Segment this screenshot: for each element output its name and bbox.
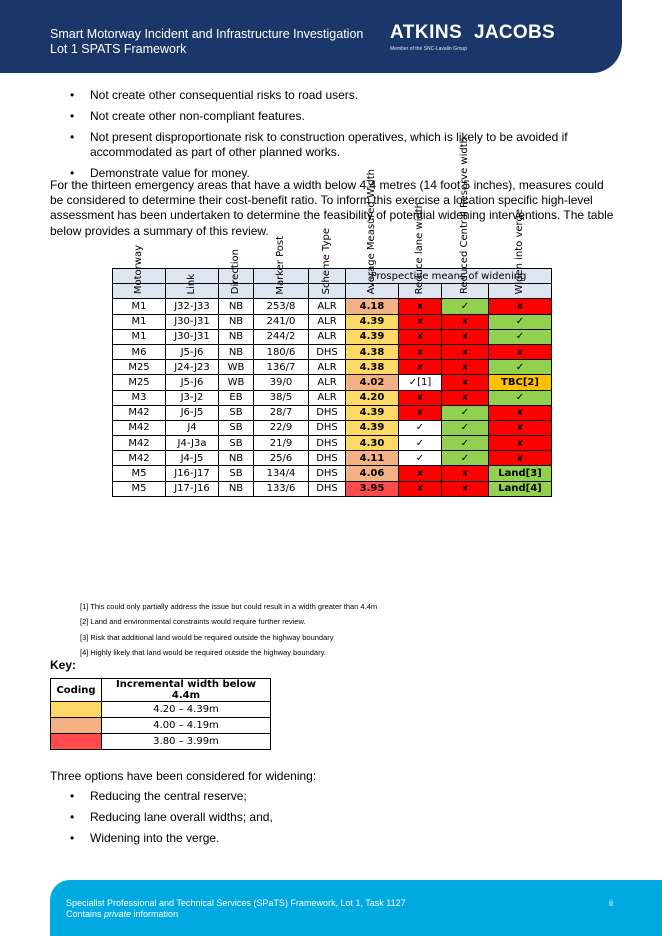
table-cell: NB: [219, 481, 254, 496]
table-cell: ✘: [442, 375, 489, 390]
table-cell: NB: [219, 299, 254, 314]
page-number: ii: [609, 898, 613, 908]
table-cell: ALR: [309, 360, 346, 375]
table-cell: SB: [219, 420, 254, 435]
column-header: [166, 273, 219, 299]
list-item: • Not present disproportionate risk to construction operatives, which is likely to be avoided if accommodated as part of other planned works.: [70, 130, 620, 160]
table-cell: ✘: [489, 299, 552, 314]
table-notes: [80, 599, 377, 660]
table-cell: ✓: [489, 329, 552, 344]
footer-line2-em: private: [104, 909, 132, 919]
table-cell: NB: [219, 344, 254, 359]
table-cell: 4.18: [346, 299, 399, 314]
table-cell: M42: [113, 405, 166, 420]
key-swatch: [51, 718, 102, 734]
table-cell: J5-J6: [166, 375, 219, 390]
table-row: [113, 344, 552, 359]
column-header-label: Marker Post: [275, 235, 286, 295]
table-row: [113, 314, 552, 329]
table-cell: DHS: [309, 420, 346, 435]
table-cell: M5: [113, 466, 166, 481]
table-cell: 253/8: [254, 299, 309, 314]
table-cell: J6-J5: [166, 405, 219, 420]
column-header-label: Average Measured Width: [366, 169, 377, 295]
column-header: [346, 169, 399, 299]
footer-line2-post: information: [131, 909, 179, 919]
table-cell: 4.39: [346, 420, 399, 435]
table-cell: ✘: [442, 390, 489, 405]
column-header-label: Direction: [230, 249, 241, 295]
footer-line1: Specialist Professional and Technical Services (SPaTS) Framework, Lot 1, Task 1127: [66, 898, 406, 908]
table-cell: M42: [113, 420, 166, 435]
table-row: [113, 375, 552, 390]
table-cell: ✘: [399, 466, 442, 481]
header-title-line2: Lot 1 SPATS Framework: [50, 42, 187, 56]
table-cell: 133/6: [254, 481, 309, 496]
table-cell: 22/9: [254, 420, 309, 435]
table-cell: ✓: [442, 436, 489, 451]
column-header: [219, 249, 254, 299]
table-cell: Land[3]: [489, 466, 552, 481]
list-item: • Widening into the verge.: [70, 831, 273, 846]
table-cell: 4.39: [346, 314, 399, 329]
table-cell: 241/0: [254, 314, 309, 329]
list-item: • Reducing the central reserve;: [70, 789, 273, 804]
table-cell: DHS: [309, 436, 346, 451]
note: [1] This could only partially address the issue but could result in a width greater than 4.4m: [80, 602, 378, 611]
list-item: • Demonstrate value for money.: [70, 166, 620, 181]
table-cell: ✘: [399, 360, 442, 375]
table-cell: 4.39: [346, 405, 399, 420]
table-row: [113, 466, 552, 481]
table-cell: M6: [113, 344, 166, 359]
table-cell: NB: [219, 329, 254, 344]
column-header-label: Reduce lane width: [414, 202, 425, 295]
table-cell: ✘: [399, 329, 442, 344]
table-cell: M1: [113, 314, 166, 329]
key-row: [51, 718, 271, 734]
key-header-coding: Coding: [51, 679, 102, 702]
table-cell: ✘: [489, 451, 552, 466]
table-cell: J5-J6: [166, 344, 219, 359]
table-cell: J30-J31: [166, 314, 219, 329]
table-row: [113, 360, 552, 375]
table-row: [113, 390, 552, 405]
table-cell: NB: [219, 314, 254, 329]
table-cell: ✘: [442, 360, 489, 375]
table-cell: TBC[2]: [489, 375, 552, 390]
table-cell: ✓: [442, 420, 489, 435]
header-title: [50, 27, 363, 57]
intro-paragraph: For the thirteen emergency areas that have a width below 4.4 metres (14 foot 5 inches), measures could be considered to determine their cost-benefit ratio. To inform this exercise a location specific high-level assessment has been undertaken to determine the feasibility of potential widening interventions. The table below provides a summary of this review.: [50, 178, 614, 238]
table-cell: ✓[1]: [399, 375, 442, 390]
page-header: [0, 0, 622, 73]
table-cell: 136/7: [254, 360, 309, 375]
table-cell: J17-J16: [166, 481, 219, 496]
key-range: 4.00 – 4.19m: [102, 718, 271, 734]
list-item: • Not create other consequential risks to road users.: [70, 88, 620, 103]
column-header: [113, 245, 166, 299]
table-cell: J3-J2: [166, 390, 219, 405]
key-header-width: Incremental width below 4.4m: [102, 679, 271, 702]
table-cell: J4-J5: [166, 451, 219, 466]
table-cell: ✓: [489, 360, 552, 375]
table-cell: ✓: [489, 314, 552, 329]
table-cell: J32-J33: [166, 299, 219, 314]
table-cell: DHS: [309, 451, 346, 466]
table-cell: DHS: [309, 466, 346, 481]
note: [3] Risk that additional land would be required outside the highway boundary: [80, 632, 334, 642]
footer-line2: [66, 909, 178, 919]
table-cell: 4.20: [346, 390, 399, 405]
key-swatch: [51, 734, 102, 750]
column-header-label: Reduced Central Reserve width: [459, 137, 470, 295]
table-cell: 180/6: [254, 344, 309, 359]
table-row: [113, 420, 552, 435]
table-cell: 38/5: [254, 390, 309, 405]
column-header-label: Scheme Type: [321, 227, 332, 295]
table-cell: 4.30: [346, 436, 399, 451]
options-list: [70, 789, 273, 846]
table-cell: ✘: [399, 344, 442, 359]
column-header: [399, 202, 442, 299]
criteria-list: [70, 88, 620, 181]
table-cell: J4-J3a: [166, 436, 219, 451]
table-cell: M25: [113, 360, 166, 375]
table-cell: ALR: [309, 390, 346, 405]
table-cell: 4.11: [346, 451, 399, 466]
table-cell: 25/6: [254, 451, 309, 466]
key-swatch: [51, 702, 102, 718]
column-header-label: Link: [186, 273, 197, 295]
atkins-logo-subtitle: Member of the SNC-Lavalin Group: [390, 46, 467, 52]
table-cell: ✘: [399, 405, 442, 420]
note: [4] Highly likely that land would be required outside the highway boundary.: [80, 647, 326, 657]
table-cell: ALR: [309, 299, 346, 314]
table-cell: ✘: [442, 344, 489, 359]
table-cell: 4.06: [346, 466, 399, 481]
table-cell: J24-J23: [166, 360, 219, 375]
table-row: [113, 299, 552, 314]
table-cell: ✘: [442, 466, 489, 481]
column-header: [254, 235, 309, 299]
table-cell: 3.95: [346, 481, 399, 496]
table-cell: ✘: [489, 405, 552, 420]
table-cell: ✓: [442, 405, 489, 420]
table-cell: WB: [219, 360, 254, 375]
table-cell: NB: [219, 451, 254, 466]
table-cell: ✘: [489, 436, 552, 451]
key-row: [51, 734, 271, 750]
table-cell: J30-J31: [166, 329, 219, 344]
table-cell: ✘: [489, 344, 552, 359]
table-cell: 134/4: [254, 466, 309, 481]
table-cell: M1: [113, 299, 166, 314]
table-cell: Land[4]: [489, 481, 552, 496]
key-range: 3.80 – 3.99m: [102, 734, 271, 750]
table-cell: M3: [113, 390, 166, 405]
column-header-label: Motorway: [133, 245, 144, 295]
page-footer: [50, 880, 662, 936]
table-row: [113, 451, 552, 466]
table-cell: SB: [219, 436, 254, 451]
table-cell: ALR: [309, 314, 346, 329]
atkins-logo: ATKINS: [390, 22, 463, 43]
table-cell: 244/2: [254, 329, 309, 344]
table-cell: M42: [113, 451, 166, 466]
table-cell: DHS: [309, 405, 346, 420]
table-cell: SB: [219, 405, 254, 420]
table-cell: 39/0: [254, 375, 309, 390]
table-cell: ✓: [442, 299, 489, 314]
table-row: [113, 329, 552, 344]
table-cell: ✘: [442, 329, 489, 344]
column-header: [309, 227, 346, 299]
table-cell: ✘: [442, 481, 489, 496]
key-label: Key:: [50, 658, 77, 672]
column-header-row: [113, 284, 552, 299]
table-cell: ✘: [399, 299, 442, 314]
footer-line2-pre: Contains: [66, 909, 105, 919]
table-cell: ✘: [399, 390, 442, 405]
table-cell: DHS: [309, 481, 346, 496]
column-header: [489, 209, 552, 299]
table-cell: EB: [219, 390, 254, 405]
table-cell: 28/7: [254, 405, 309, 420]
table-cell: ✘: [442, 314, 489, 329]
table-cell: SB: [219, 466, 254, 481]
table-row: [113, 436, 552, 451]
table-cell: 4.02: [346, 375, 399, 390]
table-cell: ✘: [489, 420, 552, 435]
table-cell: M1: [113, 329, 166, 344]
table-cell: ✘: [399, 314, 442, 329]
table-cell: 21/9: [254, 436, 309, 451]
table-cell: 4.38: [346, 344, 399, 359]
key-row: [51, 702, 271, 718]
column-header: [442, 137, 489, 299]
table-cell: J4: [166, 420, 219, 435]
table-cell: ALR: [309, 329, 346, 344]
options-intro: Three options have been considered for widening:: [50, 769, 317, 783]
table-cell: ✓: [489, 390, 552, 405]
key-range: 4.20 – 4.39m: [102, 702, 271, 718]
table-cell: ALR: [309, 375, 346, 390]
note: [2] Land and environmental constraints would require further review.: [80, 617, 306, 627]
table-row: [113, 405, 552, 420]
table-cell: ✓: [442, 451, 489, 466]
table-cell: ✓: [399, 420, 442, 435]
column-header-label: Widen into verge: [514, 209, 525, 295]
table-cell: J16-J17: [166, 466, 219, 481]
table-cell: DHS: [309, 344, 346, 359]
list-item: • Reducing lane overall widths; and,: [70, 810, 273, 825]
table-cell: WB: [219, 375, 254, 390]
key-table: [50, 678, 271, 750]
header-title-line1: Smart Motorway Incident and Infrastructure Investigation: [50, 27, 364, 41]
table-cell: 4.39: [346, 329, 399, 344]
table-cell: M25: [113, 375, 166, 390]
table-cell: ✘: [399, 481, 442, 496]
group-header: Prospective means of widening: [346, 269, 552, 284]
table-cell: 4.38: [346, 360, 399, 375]
table-cell: M42: [113, 436, 166, 451]
list-item: • Not create other non-compliant features.: [70, 109, 620, 124]
table-body: [113, 299, 552, 496]
jacobs-logo: JACOBS: [474, 22, 555, 43]
table-cell: ✓: [399, 436, 442, 451]
table-cell: M5: [113, 481, 166, 496]
table-row: [113, 481, 552, 496]
table-cell: ✓: [399, 451, 442, 466]
